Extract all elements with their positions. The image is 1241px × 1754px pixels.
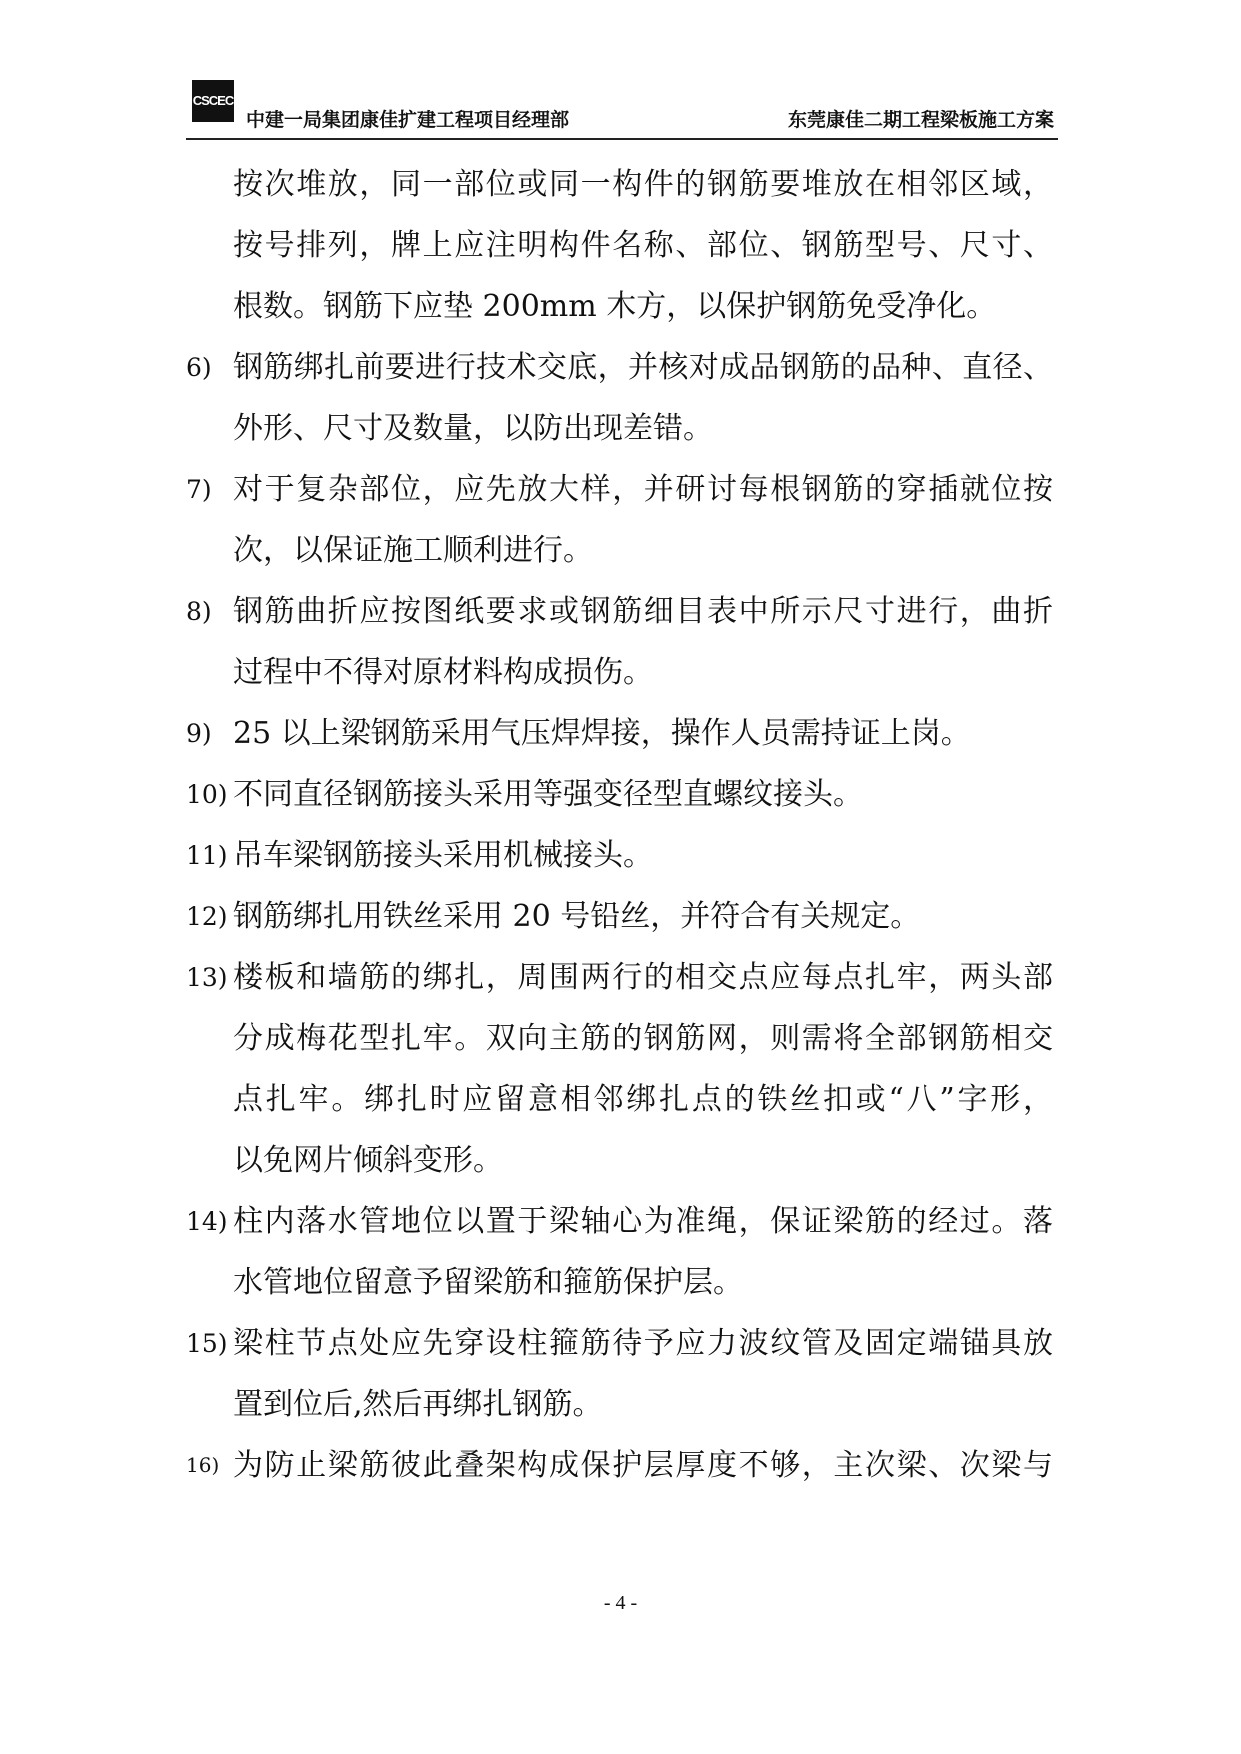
line-text: 过程中不得对原材料构成损伤。 (233, 655, 653, 690)
list-item-number: 14) (186, 1207, 228, 1236)
line-text: 按次堆放，同一部位或同一构件的钢筋要堆放在相邻区域， (233, 167, 1053, 202)
text-line (186, 1313, 1066, 1374)
text-line (186, 337, 1066, 398)
text-line (186, 398, 1066, 459)
line-text: 不同直径钢筋接头采用等强变径型直螺纹接头。 (233, 777, 863, 812)
line-text: 梁柱节点处应先穿设柱箍筋待予应力波纹管及固定端锚具放 (233, 1326, 1053, 1361)
list-item-number: 10) (186, 780, 228, 809)
list-item-number: 16) (186, 1453, 220, 1477)
line-text: 对于复杂部位，应先放大样，并研讨每根钢筋的穿插就位按 (233, 472, 1053, 507)
text-line (186, 154, 1066, 215)
text-line (186, 1130, 1066, 1191)
text-line (186, 703, 1066, 764)
company-logo: CSCEC (192, 80, 234, 122)
text-line (186, 1252, 1066, 1313)
text-line (186, 764, 1066, 825)
line-text: 25 以上梁钢筋采用气压焊焊接，操作人员需持证上岗。 (233, 716, 971, 751)
text-line (186, 1008, 1066, 1069)
line-text: 为防止梁筋彼此叠架构成保护层厚度不够，主次梁、次梁与 (233, 1448, 1053, 1483)
line-text: 吊车梁钢筋接头采用机械接头。 (233, 838, 653, 873)
text-line (186, 886, 1066, 947)
line-text: 外形、尺寸及数量，以防出现差错。 (233, 411, 713, 446)
line-text: 水管地位留意予留梁筋和箍筋保护层。 (233, 1265, 743, 1300)
text-line (186, 1435, 1066, 1496)
list-item-number: 7) (186, 475, 212, 504)
line-text: 点扎牢。绑扎时应留意相邻绑扎点的铁丝扣或“八”字形， (233, 1082, 1053, 1117)
text-line (186, 276, 1066, 337)
line-text: 按号排列，牌上应注明构件名称、部位、钢筋型号、尺寸、 (233, 228, 1053, 263)
line-text: 楼板和墙筋的绑扎，周围两行的相交点应每点扎牢，两头部 (233, 960, 1053, 995)
text-line (186, 825, 1066, 886)
text-line (186, 1069, 1066, 1130)
line-text: 钢筋曲折应按图纸要求或钢筋细目表中所示尺寸进行，曲折 (233, 594, 1053, 629)
text-line (186, 947, 1066, 1008)
line-text: 钢筋绑扎前要进行技术交底，并核对成品钢筋的品种、直径、 (233, 350, 1053, 385)
list-item-number: 8) (186, 597, 212, 626)
line-text: 柱内落水管地位以置于梁轴心为准绳，保证梁筋的经过。落 (233, 1204, 1053, 1239)
page-number: - 4 - (603, 1592, 638, 1614)
text-line (186, 215, 1066, 276)
text-line (186, 581, 1066, 642)
line-text: 钢筋绑扎用铁丝采用 20 号铅丝，并符合有关规定。 (233, 899, 921, 934)
text-line (186, 1191, 1066, 1252)
page-header (186, 76, 1058, 140)
list-item-number: 13) (186, 963, 228, 992)
line-text: 根数。钢筋下应垫 200mm 木方，以保护钢筋免受净化。 (233, 289, 997, 324)
header-organization: 中建一局集团康佳扩建工程项目经理部 (246, 110, 570, 131)
line-text: 次，以保证施工顺利进行。 (233, 533, 593, 568)
list-item-number: 11) (186, 841, 228, 870)
line-text: 以免网片倾斜变形。 (233, 1143, 503, 1178)
text-line (186, 520, 1066, 581)
line-text: 置到位后,然后再绑扎钢筋。 (233, 1387, 603, 1422)
list-item-number: 6) (186, 353, 212, 382)
list-item-number: 12) (186, 902, 228, 931)
text-line (186, 642, 1066, 703)
header-document-title: 东莞康佳二期工程梁板施工方案 (787, 110, 1054, 131)
document-body (186, 154, 1066, 1496)
list-item-number: 9) (186, 719, 212, 748)
list-item-number: 15) (186, 1329, 228, 1358)
text-line (186, 459, 1066, 520)
line-text: 分成梅花型扎牢。双向主筋的钢筋网，则需将全部钢筋相交 (233, 1021, 1053, 1056)
text-line (186, 1374, 1066, 1435)
